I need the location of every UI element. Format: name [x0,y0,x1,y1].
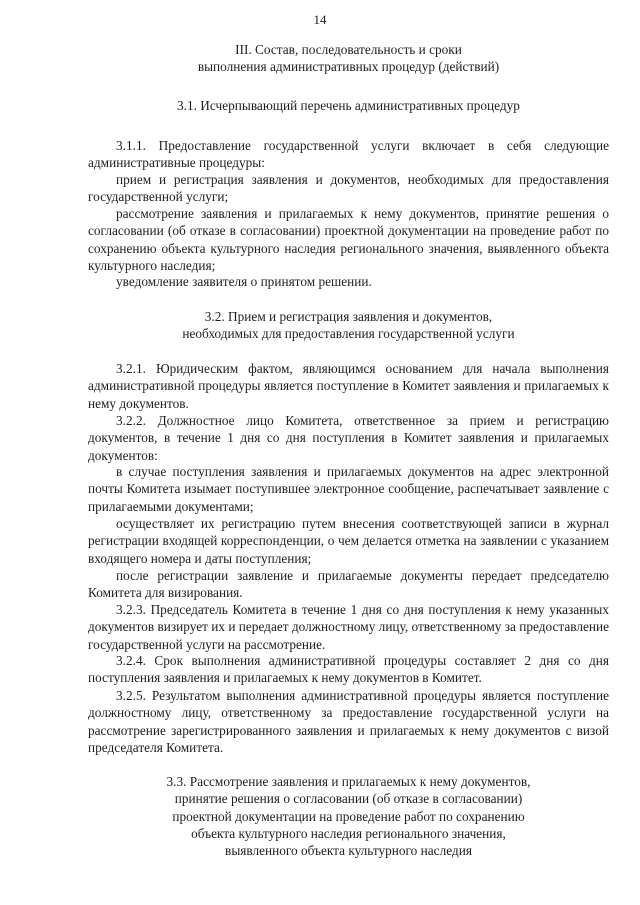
section-title [88,41,609,76]
paragraph-3-2-2: 3.2.2. Должностное лицо Комитета, ответственное за прием и регистрацию документов, в течение 1 дня со дня поступления в Комитет заявления и прилагаемых документов: [88,413,609,463]
list-item: осуществляет их регистрацию путем внесения соответствующей записи в журнал регистрации входящей корреспонденции, о чем делается отметка на заявлении с указанием входящего номера и даты поступления; [88,516,609,566]
section-title-line: выполнения административных процедур (действий) [197,59,500,75]
subsection-title-line: 3.2. Прием и регистрация заявления и документов, [204,309,493,324]
list-item: в случае поступления заявления и прилагаемых документов на адрес электронной почты Комитета изымает поступившее электронное сообщение, распечатывает заявление с прилагаемыми документами; [88,464,609,514]
paragraph-3-2-4: 3.2.4. Срок выполнения административной процедуры составляет 2 дня со дня поступления заявления и прилагаемых к нему документов в Комитет. [88,653,609,686]
subsection-title-3-1 [88,97,609,114]
paragraph-3-2-1: 3.2.1. Юридическим фактом, являющимся основанием для начала выполнения административной процедуры является поступление в Комитет заявления и прилагаемых к нему документов. [88,361,609,411]
page-number: 14 [313,12,327,27]
subsection-title-line: объекта культурного наследия регионального значения, [191,825,506,841]
list-item: прием и регистрация заявления и документов, необходимых для предоставления государственной услуги; [88,172,609,205]
list-item: рассмотрение заявления и прилагаемых к нему документов, принятие решения о согласовании (об отказе в согласовании) проектной документации на проведение работ по сохранению объекта культурного наследия регионального значения, выявленного объекта культурного наследия; [88,206,609,273]
paragraph-3-2-3: 3.2.3. Председатель Комитета в течение 1 дня со дня поступления к нему указанных документов визирует их и передает должностному лицу, ответственному за предоставление государственной услуги на рассмотрение. [88,602,609,652]
list-item: уведомление заявителя о принятом решении. [116,274,372,289]
subsection-title-line: проектной документации на проведение работ по сохранению [172,808,525,824]
subsection-title-line: 3.3. Рассмотрение заявления и прилагаемых к нему документов, [166,774,531,789]
list-item: после регистрации заявление и прилагаемые документы передает председателю Комитета для визирования. [88,568,609,601]
paragraph-3-2-5: 3.2.5. Результатом выполнения административной процедуры является поступление должностному лицу, ответственному за предоставление государственной услуги на рассмотрение зарегистрированного заявления и прилагаемых к нему документов с визой председателя Комитета. [88,688,609,755]
subsection-title-3-2 [88,308,609,343]
section-title-line: III. Состав, последовательность и сроки [235,42,462,57]
subsection-title-line: выявленного объекта культурного наследия [225,843,472,859]
subsection-title-3-3 [88,773,609,859]
paragraph-3-1-1: 3.1.1. Предоставление государственной услуги включает в себя следующие административные процедуры: [88,138,609,171]
subsection-title-line: необходимых для предоставления государственной услуги [182,326,515,342]
subsection-title-line: принятие решения о согласовании (об отказе в согласовании) [174,791,523,807]
subsection-title-line: 3.1. Исчерпывающий перечень административных процедур [177,98,520,113]
